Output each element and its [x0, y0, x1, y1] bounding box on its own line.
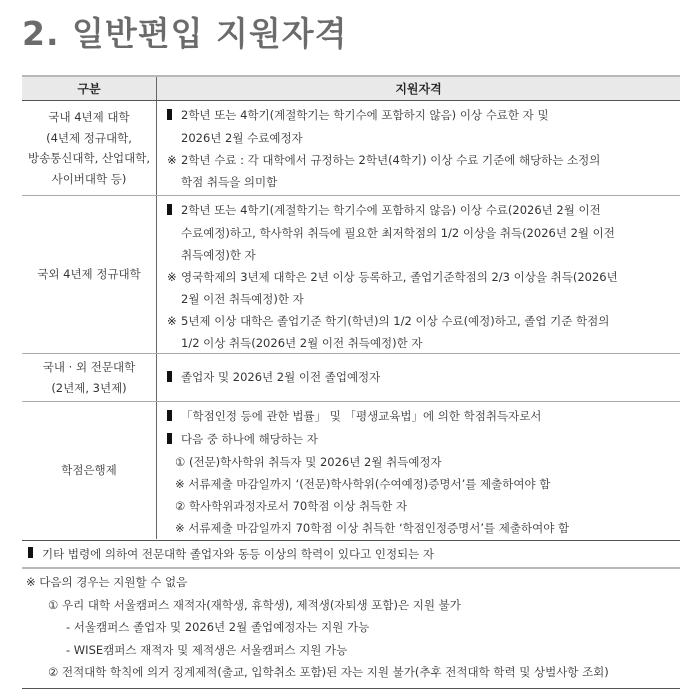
row-category: 국외 4년제 정규대학: [22, 196, 157, 353]
bullet-square-icon: [167, 410, 172, 421]
bullet-square-icon: [28, 547, 33, 558]
note-subitem: - WISE캠퍼스 재적자 및 제적생은 서울캠퍼스 지원 가능: [66, 642, 348, 657]
note-item: ② 전적대학 학칙에 의거 징계제적(출교, 입학취소 포함)된 자는 지원 불가(추후 전적대학 학력 및 상벌사항 조회): [48, 665, 609, 679]
row-content: 2학년 또는 4학기(계절학기는 학기수에 포함하지 않음) 이상 수료한 자 및 2026년 2월 수료예정자 ※ 2학년 수료 : 각 대학에서 규정하는 2학년(4학기) 이상 수료 기준에 해당하는 소정의 학점 취득을 의미함: [167, 108, 601, 189]
table-row-overseas-4yr: [22, 196, 680, 354]
reference-mark-icon: ※: [167, 270, 177, 284]
note-subitem: - 서울캠퍼스 졸업자 및 2026년 2월 졸업예정자는 지원 가능: [66, 620, 370, 634]
other-qualification-row: 기타 법령에 의하여 전문대학 졸업자와 동등 이상의 학력이 있다고 인정되는 자: [22, 540, 680, 569]
row-content: 졸업자 및 2026년 2월 이전 졸업예정자: [157, 354, 680, 401]
table-row-credit-bank: [22, 402, 680, 539]
bullet-square-icon: [167, 433, 172, 444]
eligibility-table: [22, 75, 680, 539]
bullet-square-icon: [167, 204, 172, 215]
row-category: 국내 · 외 전문대학 (2년제, 3년제): [22, 354, 157, 401]
table-row-junior-college: [22, 354, 680, 402]
page-title: 2. 일반편입 지원자격: [22, 14, 348, 53]
note-item: ① 우리 대학 서울캠퍼스 재적자(재학생, 휴학생), 제적생(자퇴생 포함)은 지원 불가: [48, 597, 461, 612]
ineligible-notes: [22, 571, 680, 689]
table-header: [22, 75, 680, 101]
notes-heading: ※ 다음의 경우는 지원할 수 없음: [26, 575, 188, 589]
row-content: 2학년 또는 4학기(계절학기는 학기수에 포함하지 않음) 이상 수료(2026년 2월 이전 수료예정)하고, 학사학위 취득에 필요한 최저학점의 1/2 이상을 취득(2026년 2월 이전 취득예정)한 자 ※ 영국학제의 3년제 대학은 2년 이상 등록하고, 졸업기준학점의 2/3 이상을 취득(2026년 2월 이전 취득예정)한 자 ※ 5년제 이상 대학은 졸업기준 학기(학년)의 1/2 이상 수료(예정)하고, 졸업 기준 학점의 1/2 이상 취득(2026년 2월 이전 취득예정)한 자: [167, 203, 618, 350]
reference-mark-icon: ※: [167, 314, 177, 328]
row-category: 학점은행제: [22, 402, 157, 539]
header-eligibility: 지원자격: [395, 82, 442, 96]
bullet-square-icon: [167, 371, 172, 382]
row-content: 「학점인정 등에 관한 법률」 및 「평생교육법」에 의한 학점취득자로서 다음 중 하나에 해당하는 자 ① (전문)학사학위 취득자 및 2026년 2월 취득예정자 ※ 서류제출 마감일까지 ‘(전문)학사학위(수여예정)증명서’를 제출하여야 함 ② 학사학위과정자로서 70학점 이상 취득한 자 ※ 서류제출 마감일까지 70학점 이상 취득한 ‘학점인정증명서’를 제출하여야 함: [157, 402, 680, 539]
bullet-square-icon: [167, 109, 172, 120]
table-row-domestic-4yr: [22, 101, 680, 196]
row-category: 국내 4년제 대학 (4년제 정규대학, 방송통신대학, 산업대학, 사이버대학 등): [22, 101, 157, 195]
reference-mark-icon: ※: [167, 153, 177, 167]
header-category: 구분: [22, 77, 157, 100]
